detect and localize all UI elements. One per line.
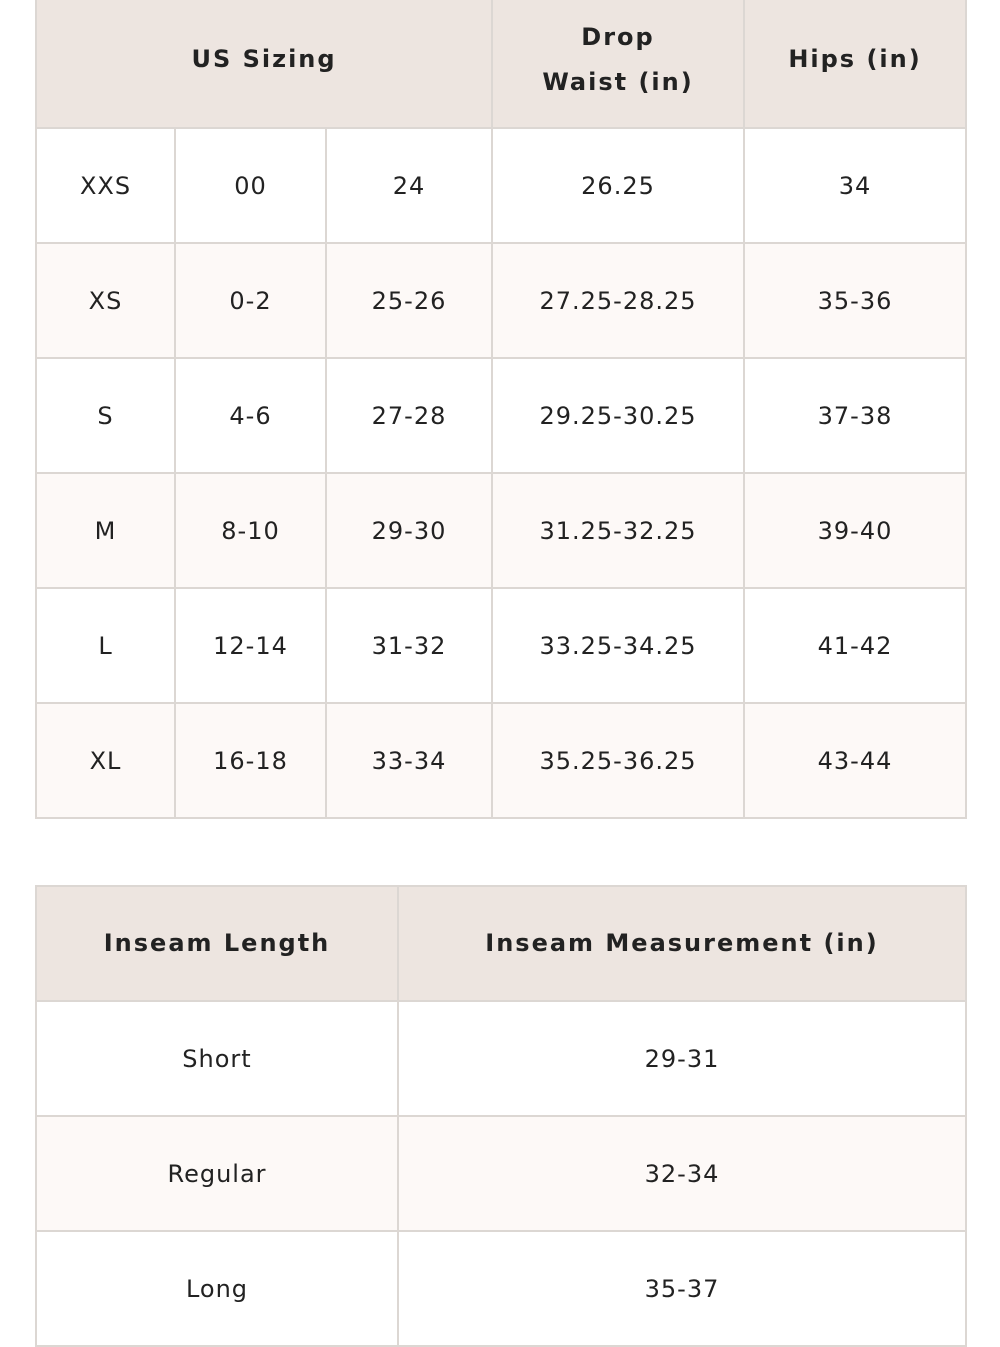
waist-cell: 31-32 (326, 588, 492, 703)
inseam-measurement-cell: 35-37 (398, 1231, 966, 1346)
size-cell: S (36, 358, 175, 473)
waist-cell: 27-28 (326, 358, 492, 473)
hips-cell: 39-40 (744, 473, 966, 588)
size-cell: M (36, 473, 175, 588)
table-row (36, 588, 966, 703)
table-row (36, 1231, 966, 1346)
waist-cell: 29-30 (326, 473, 492, 588)
drop-waist-cell: 27.25-28.25 (492, 243, 744, 358)
waist-cell: 33-34 (326, 703, 492, 818)
drop-waist-header-line2: Waist (in) (542, 67, 694, 96)
table-row (36, 1116, 966, 1231)
us-size-cell: 00 (175, 128, 326, 243)
size-chart-table (35, 0, 967, 819)
inseam-length-cell: Short (36, 1001, 398, 1116)
drop-waist-cell: 26.25 (492, 128, 744, 243)
table-row (36, 703, 966, 818)
us-size-cell: 4-6 (175, 358, 326, 473)
inseam-length-header: Inseam Length (36, 886, 398, 1001)
us-size-cell: 8-10 (175, 473, 326, 588)
inseam-header-row (36, 886, 966, 1001)
hips-cell: 43-44 (744, 703, 966, 818)
drop-waist-header-line1: Drop (581, 22, 655, 51)
inseam-measurement-cell: 29-31 (398, 1001, 966, 1116)
inseam-length-cell: Regular (36, 1116, 398, 1231)
drop-waist-cell: 31.25-32.25 (492, 473, 744, 588)
hips-cell: 35-36 (744, 243, 966, 358)
us-sizing-header: US Sizing (36, 0, 492, 128)
size-cell: XS (36, 243, 175, 358)
drop-waist-cell: 29.25-30.25 (492, 358, 744, 473)
hips-cell: 34 (744, 128, 966, 243)
waist-cell: 25-26 (326, 243, 492, 358)
us-size-cell: 12-14 (175, 588, 326, 703)
drop-waist-header (492, 0, 744, 128)
size-cell: XXS (36, 128, 175, 243)
hips-cell: 41-42 (744, 588, 966, 703)
drop-waist-cell: 33.25-34.25 (492, 588, 744, 703)
table-row (36, 473, 966, 588)
inseam-chart-table (35, 885, 967, 1347)
table-row (36, 358, 966, 473)
us-size-cell: 16-18 (175, 703, 326, 818)
size-chart-header-row (36, 0, 966, 128)
waist-cell: 24 (326, 128, 492, 243)
size-cell: L (36, 588, 175, 703)
size-cell: XL (36, 703, 175, 818)
hips-header: Hips (in) (744, 0, 966, 128)
table-row (36, 243, 966, 358)
drop-waist-cell: 35.25-36.25 (492, 703, 744, 818)
us-size-cell: 0-2 (175, 243, 326, 358)
inseam-measurement-cell: 32-34 (398, 1116, 966, 1231)
table-row (36, 1001, 966, 1116)
table-row (36, 128, 966, 243)
inseam-measurement-header: Inseam Measurement (in) (398, 886, 966, 1001)
inseam-length-cell: Long (36, 1231, 398, 1346)
hips-cell: 37-38 (744, 358, 966, 473)
